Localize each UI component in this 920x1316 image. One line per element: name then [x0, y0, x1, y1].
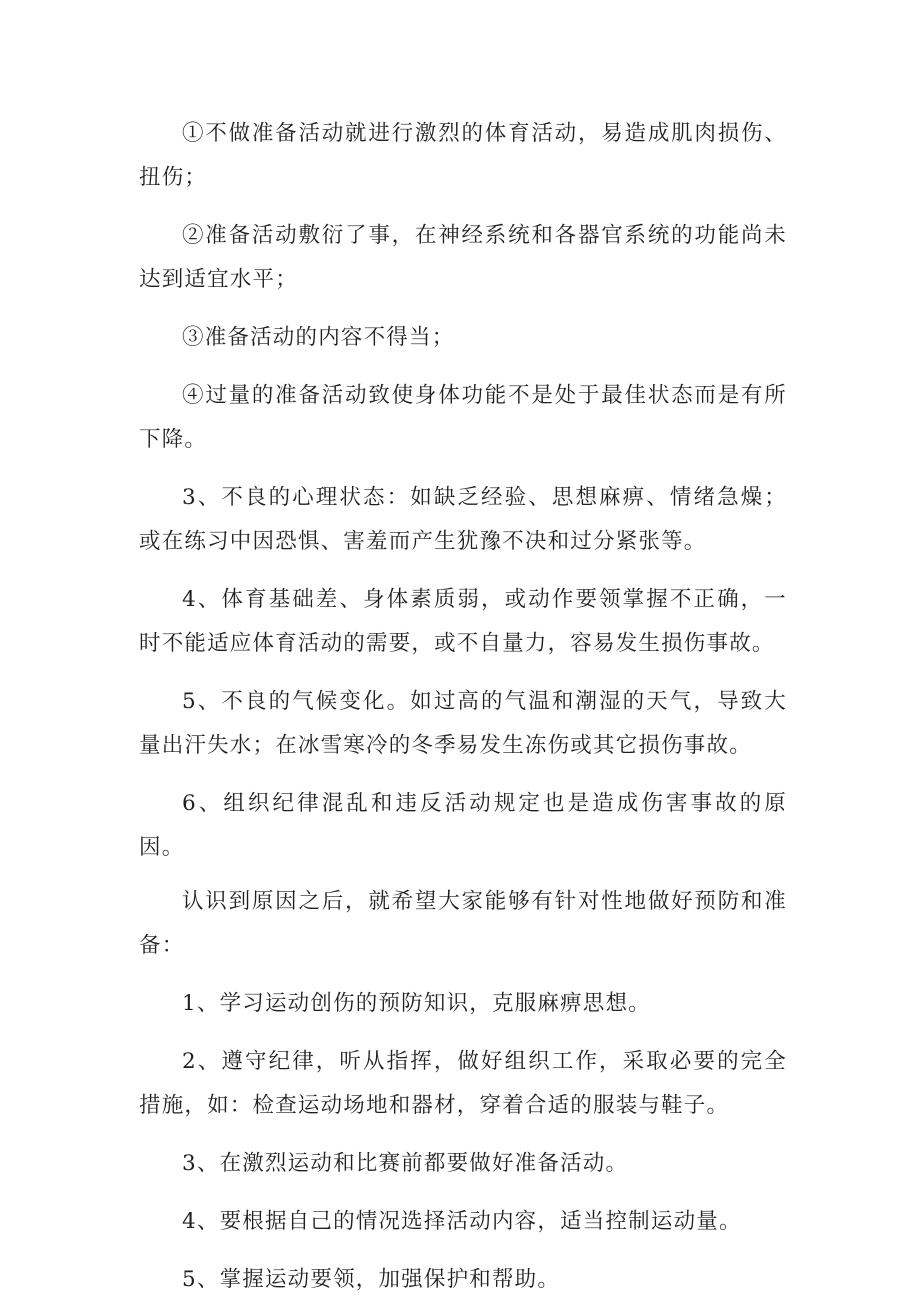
- document-body: [139, 112, 787, 1316]
- paragraph-cause-4: 4、体育基础差、身体素质弱，或动作要领掌握不正确，一时不能适应体育活动的需要，或不自量力，容易发生损伤事故。: [139, 587, 787, 656]
- paragraph-warmup-2: ②准备活动敷衍了事，在神经系统和各器官系统的功能尚未达到适宜水平；: [139, 223, 787, 292]
- paragraph-prevention-2: 2、遵守纪律，听从指挥，做好组织工作，采取必要的完全措施，如：检查运动场地和器材，穿着合适的服装与鞋子。: [139, 1049, 787, 1118]
- paragraph-prevention-5: 5、掌握运动要领，加强保护和帮助。: [182, 1267, 561, 1292]
- paragraph-warmup-1: ①不做准备活动就进行激烈的体育活动，易造成肌肉损伤、扭伤；: [139, 121, 787, 190]
- paragraph-prevention-4: 4、要根据自己的情况选择活动内容，适当控制运动量。: [182, 1209, 742, 1234]
- paragraph-prevention-intro: 认识到原因之后，就希望大家能够有针对性地做好预防和准备：: [139, 889, 787, 958]
- paragraph-prevention-1: 1、学习运动创伤的预防知识，克服麻痹思想。: [182, 991, 651, 1016]
- paragraph-warmup-3: ③准备活动的内容不得当；: [182, 325, 455, 350]
- paragraph-cause-3: 3、不良的心理状态：如缺乏经验、思想麻痹、情绪急燥；或在练习中因恐惧、害羞而产生犹豫不决和过分紧张等。: [139, 485, 787, 554]
- paragraph-cause-5: 5、不良的气候变化。如过高的气温和潮湿的天气，导致大量出汗失水；在冰雪寒冷的冬季易发生冻伤或其它损伤事故。: [139, 689, 787, 758]
- paragraph-prevention-3: 3、在激烈运动和比赛前都要做好准备活动。: [182, 1151, 629, 1176]
- paragraph-cause-6: 6、组织纪律混乱和违反活动规定也是造成伤害事故的原因。: [139, 791, 787, 860]
- paragraph-warmup-4: ④过量的准备活动致使身体功能不是处于最佳状态而是有所下降。: [139, 383, 787, 452]
